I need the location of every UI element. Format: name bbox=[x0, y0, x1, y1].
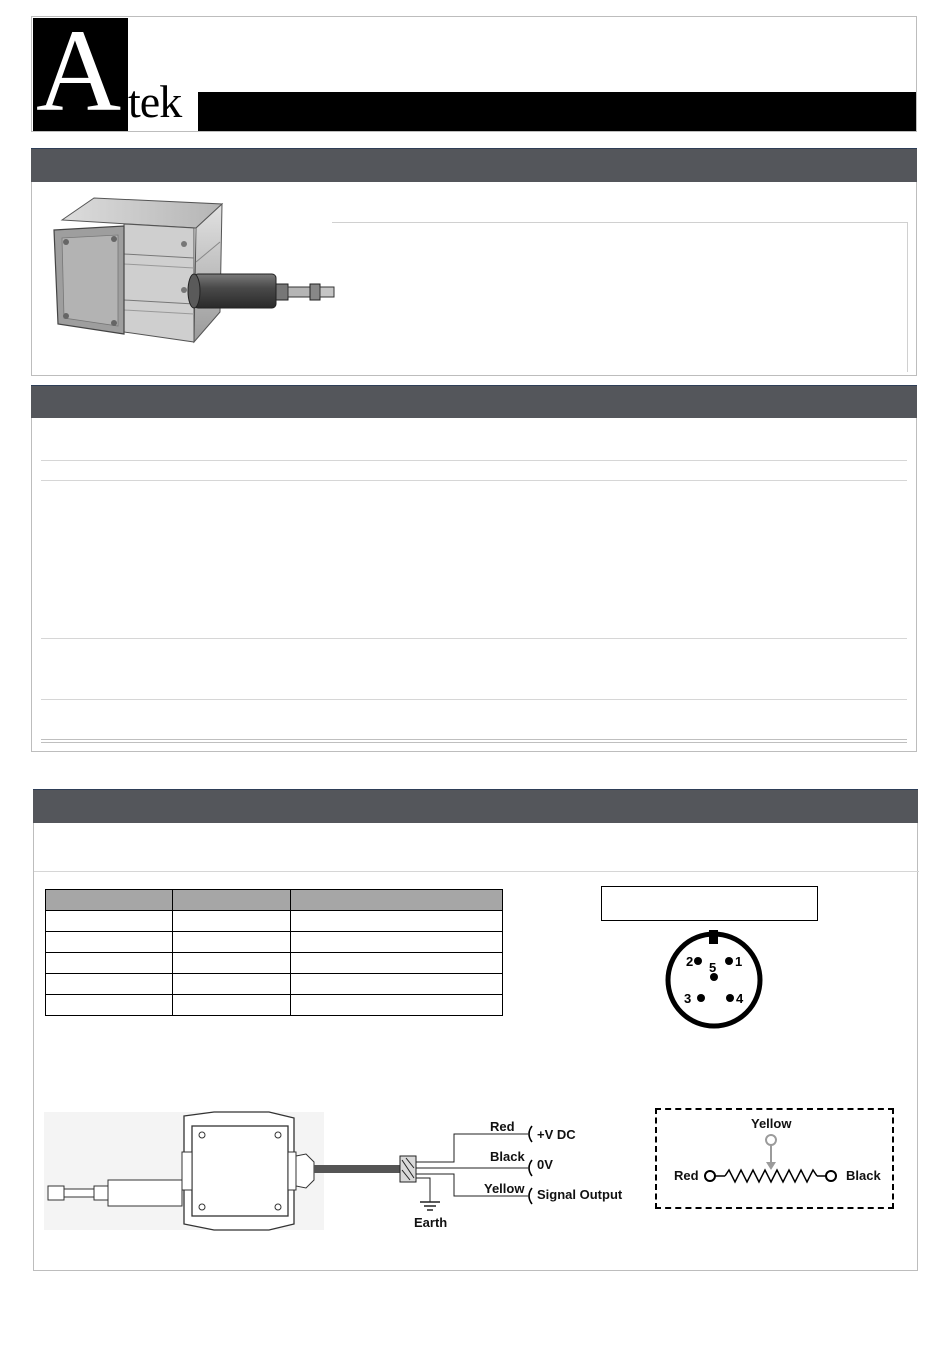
spec-divider-6 bbox=[41, 742, 907, 743]
table-cell bbox=[173, 995, 291, 1016]
table-cell bbox=[173, 953, 291, 974]
table-cell bbox=[173, 932, 291, 953]
section-bar-connections bbox=[33, 789, 918, 823]
logo-initial: A bbox=[36, 5, 122, 136]
table-header-row bbox=[46, 890, 503, 911]
table-cell bbox=[291, 911, 503, 932]
spec-divider-3 bbox=[41, 638, 907, 639]
pin-2-label: 2 bbox=[686, 954, 694, 969]
logo-text: tek bbox=[128, 76, 182, 127]
table-cell bbox=[291, 932, 503, 953]
table-row bbox=[46, 911, 503, 932]
signal-output-label: Signal Output bbox=[537, 1187, 623, 1202]
wire-black-label: Black bbox=[490, 1149, 525, 1164]
table-row bbox=[46, 953, 503, 974]
table-header-cell bbox=[46, 890, 173, 911]
table-cell bbox=[46, 953, 173, 974]
connections-divider bbox=[34, 871, 919, 872]
section-product bbox=[31, 182, 917, 376]
spec-divider-2 bbox=[41, 480, 907, 481]
pin-1-label: 1 bbox=[735, 954, 743, 969]
page-header bbox=[31, 5, 917, 136]
table-cell bbox=[46, 932, 173, 953]
section-bar-product bbox=[31, 148, 917, 182]
header-band bbox=[198, 92, 916, 131]
earth-label: Earth bbox=[414, 1215, 448, 1230]
table-cell bbox=[173, 911, 291, 932]
section-specifications bbox=[31, 418, 917, 752]
pin-3-label: 3 bbox=[684, 991, 692, 1006]
table-cell bbox=[291, 953, 503, 974]
pin-4-label: 4 bbox=[736, 991, 744, 1006]
logo-block bbox=[33, 5, 128, 136]
section-bar-specifications bbox=[31, 385, 917, 418]
spec-divider-1 bbox=[41, 460, 907, 461]
table-header-cell bbox=[291, 890, 503, 911]
table-cell bbox=[291, 995, 503, 1016]
spec-divider-5 bbox=[41, 739, 907, 740]
description-top-rule bbox=[332, 222, 908, 223]
signal-0v-label: 0V bbox=[537, 1157, 553, 1172]
table-header-cell bbox=[173, 890, 291, 911]
table-row bbox=[46, 995, 503, 1016]
table-row bbox=[46, 932, 503, 953]
wire-red-label: Red bbox=[490, 1119, 515, 1134]
table-cell bbox=[46, 995, 173, 1016]
pot-wiper-label: Yellow bbox=[751, 1116, 792, 1131]
table-cell bbox=[173, 974, 291, 995]
pot-right-label: Black bbox=[846, 1168, 881, 1183]
signal-vdc-label: +V DC bbox=[537, 1127, 576, 1142]
pot-left-label: Red bbox=[674, 1168, 699, 1183]
table-cell bbox=[291, 974, 503, 995]
spec-divider-4 bbox=[41, 699, 907, 700]
table-row bbox=[46, 974, 503, 995]
wire-yellow-label: Yellow bbox=[484, 1181, 525, 1196]
connector-pinout-diagram bbox=[660, 928, 770, 1032]
pin-5-label: 5 bbox=[709, 960, 717, 975]
pin-assignment-table bbox=[45, 889, 503, 1016]
table-cell bbox=[46, 974, 173, 995]
table-cell bbox=[46, 911, 173, 932]
connector-label-box bbox=[601, 886, 818, 921]
sensor-product-image bbox=[44, 192, 344, 352]
description-right-rule bbox=[907, 222, 908, 372]
